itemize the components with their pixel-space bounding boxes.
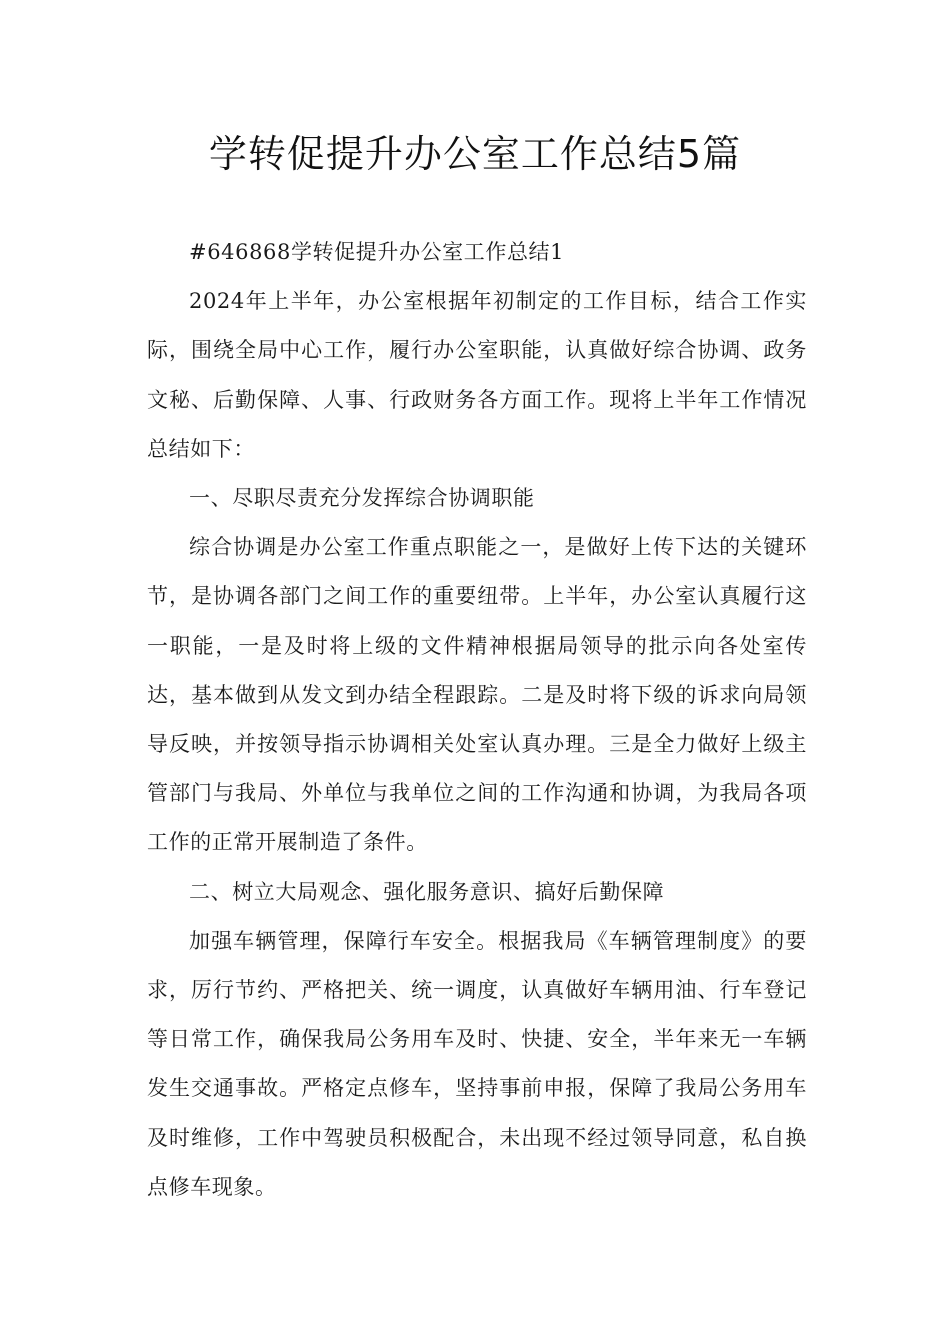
section-heading-1: 一、尽职尽责充分发挥综合协调职能 <box>189 486 535 511</box>
document-title: 学转促提升办公室工作总结5篇 <box>208 132 742 176</box>
paragraph-vehicle-management: 加强车辆管理，保障行车安全。根据我局《车辆管理制度》的要求，厉行节约、严格把关、统一调度，认真做好车辆用油、行车登记等日常工作，确保我局公务用车及时、快捷、安全，半年来无一车辆发生交通事故。严格定点修车，坚持事前申报，保障了我局公务用车及时维修，工作中驾驶员积极配合，未出现不经过领导同意，私自换点修车现象。 <box>147 928 807 1199</box>
paragraph-subtitle: #646868学转促提升办公室工作总结1 <box>189 240 565 264</box>
paragraph-coordination: 综合协调是办公室工作重点职能之一，是做好上传下达的关键环节，是协调各部门之间工作的重要纽带。上半年，办公室认真履行这一职能，一是及时将上级的文件精神根据局领导的批示向各处室传达，基本做到从发文到办结全程跟踪。二是及时将下级的诉求向局领导反映，并按领导指示协调相关处室认真办理。三是全力做好上级主管部门与我局、外单位与我单位之间的工作沟通和协调，为我局各项工作的正常开展制造了条件。 <box>147 535 807 855</box>
document-body <box>147 228 807 1212</box>
paragraph-intro: 2024年上半年，办公室根据年初制定的工作目标，结合工作实际，围绕全局中心工作，履行办公室职能，认真做好综合协调、政务文秘、后勤保障、人事、行政财务各方面工作。现将上半年工作情况总结如下： <box>147 289 807 461</box>
section-heading-2: 二、树立大局观念、强化服务意识、搞好后勤保障 <box>189 879 665 904</box>
